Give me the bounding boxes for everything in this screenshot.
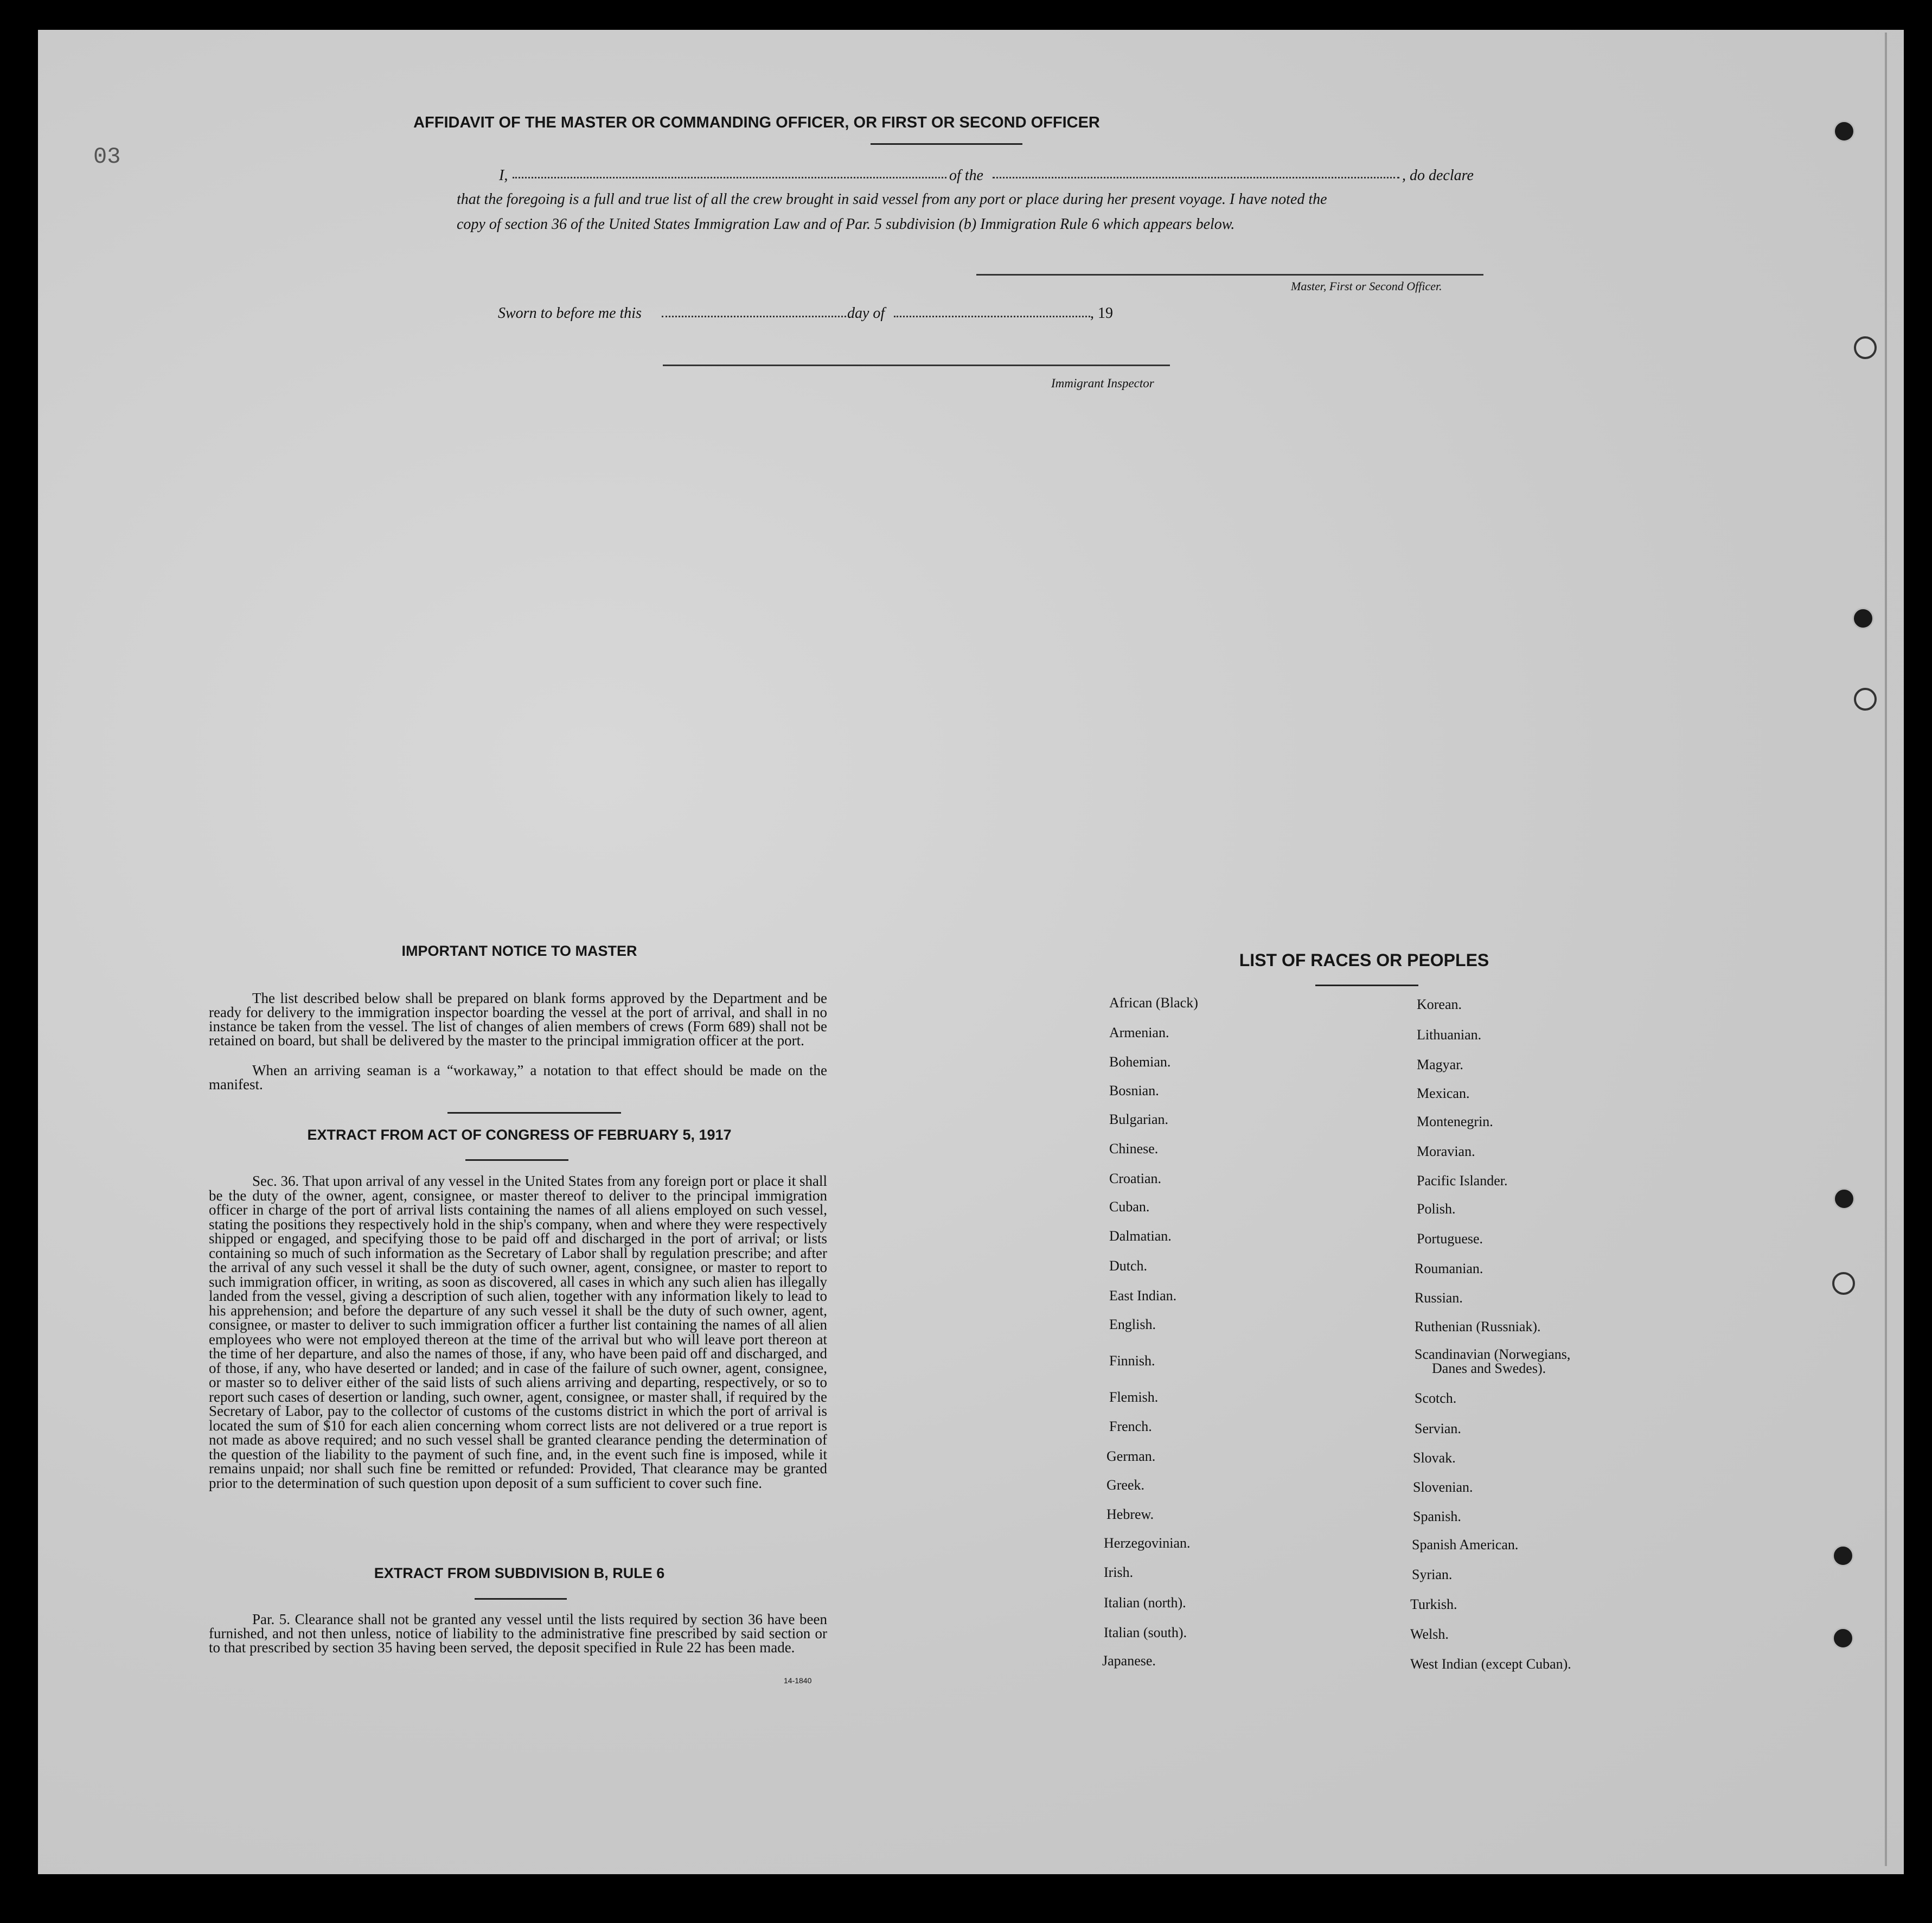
affidavit-i-label: I,: [499, 167, 508, 184]
sworn-day-blank[interactable]: [662, 316, 846, 317]
inspector-signature-line[interactable]: [663, 365, 1170, 366]
race-right-23: West Indian (except Cuban).: [1410, 1656, 1571, 1672]
affidavit-line-2: that the foregoing is a full and true list of all the crew brought in said vessel from any port or place during her present voyage. I have noted the: [457, 191, 1327, 208]
binder-hole: [1833, 120, 1855, 142]
race-right-17: Slovenian.: [1413, 1479, 1473, 1495]
vessel-blank[interactable]: [993, 177, 1399, 178]
page-edge: [1885, 33, 1887, 1866]
sworn-label: Sworn to before me this: [498, 305, 642, 322]
binder-hole: [1852, 608, 1874, 629]
affidavit-do-declare: , do declare: [1402, 167, 1474, 184]
notice-paragraph-2: When an arriving seaman is a “workaway,” a notation to that effect should be made on the manifest.: [209, 1062, 827, 1093]
race-right-2: Magyar.: [1417, 1057, 1463, 1072]
race-right-10: Russian.: [1415, 1290, 1463, 1306]
race-left-17: Hebrew.: [1106, 1506, 1154, 1522]
binder-hole: [1833, 1188, 1855, 1210]
race-left-15: German.: [1106, 1448, 1156, 1464]
race-left-8: Dalmatian.: [1109, 1228, 1172, 1244]
day-of-label: day of: [847, 305, 885, 322]
race-left-6: Croatian.: [1109, 1171, 1162, 1186]
race-right-3: Mexican.: [1417, 1085, 1470, 1101]
rule6-title: EXTRACT FROM SUBDIVISION B, RULE 6: [374, 1565, 665, 1581]
notice-paragraph-1: The list described below shall be prepared on blank forms approved by the Department and be ready for delivery to the immigration inspector boarding the vessel at the port of arrival, and shall in no instance be taken from the vessel. The list of changes of alien members of crews (Form 689) shall not be retained on board, but shall be delivered by the master to the principal immigration officer at the port.: [209, 990, 827, 1049]
race-left-3: Bosnian.: [1109, 1083, 1159, 1098]
year-label: , 19: [1090, 305, 1113, 322]
race-right-6: Pacific Islander.: [1417, 1173, 1508, 1189]
race-right-1: Lithuanian.: [1417, 1027, 1482, 1043]
race-left-5: Chinese.: [1109, 1141, 1159, 1157]
race-right-22: Welsh.: [1410, 1626, 1449, 1642]
margin-mark: 03: [93, 144, 121, 170]
binder-hole: [1832, 1272, 1855, 1295]
race-right-21: Turkish.: [1410, 1596, 1457, 1612]
title-underline: [871, 143, 1022, 145]
race-left-9: Dutch.: [1109, 1258, 1148, 1274]
race-right-16: Slovak.: [1413, 1450, 1456, 1466]
act-section-36: Sec. 36. That upon arrival of any vessel in the United States from any foreign port or place it shall be the duty of the owner, agent, consignee, or master thereof to deliver to the principal immigration officer in charge of the port of arrival lists containing the names of all aliens employed on such vessel, stating the positions they respectively hold in the ship's company, when and where they were respectively shipped or engaged, and specifying those to be paid off and discharged in the port of arrival; or lists containing so much of such information as the Secretary of Labor shall by regulation prescribe; and after the arrival of any such vessel it shall be the duty of such owner, agent, consignee, or master to report to such immigration officer, in writing, as soon as discovered, all cases in which any such alien has illegally landed from the vessel, giving a description of such alien, together with any information likely to lead to his apprehension; and before the departure of any such vessel it shall be the duty of such owner, agent, consignee, or master to deliver to such immigration officer a further list containing the names of all alien employees who were not employed thereon at the time of the arrival but who will leave port thereon at the time of her departure, and also the names of those, if any, who have been paid off and discharged, and of those, if any, who have deserted or landed; and in case of the failure of such owner, agent, consignee, or master so to deliver either of the said lists of such aliens arriving and departing, respectively, or so to report such cases of desertion or landing, such owner, agent, consignee, or master shall, if required by the Secretary of Labor, pay to the collector of customs of the customs district in which the port of arrival is located the sum of $10 for each alien concerning whom correct lists are not delivered or a true report is not made as above required; and no such vessel shall be granted clearance pending the determination of the question of the liability to the payment of such fine, and, in the event such fine is imposed, while it remains unpaid; nor shall such fine be remitted or refunded: Provided, That clearance may be granted prior to the determination of such question upon deposit of a sum sufficient to cover such fine.: [209, 1173, 827, 1491]
affidavit-line-3: copy of section 36 of the United States Immigration Law and of Par. 5 subdivision (b) Immigration Rule 6 which appears below.: [457, 216, 1235, 233]
race-right-13: Danes and Swedes).: [1432, 1360, 1546, 1376]
sworn-month-blank[interactable]: [894, 316, 1090, 317]
race-left-21: Italian (south).: [1104, 1625, 1187, 1640]
act-divider: [465, 1159, 568, 1161]
race-right-20: Syrian.: [1412, 1567, 1453, 1582]
race-right-9: Roumanian.: [1415, 1261, 1483, 1276]
rule6-paragraph: Par. 5. Clearance shall not be granted any vessel until the lists required by section 36 have been furnished, and not then unless, notice of liability to the administrative fine prescribed by said section or to that prescribed by section 35 having been served, the deposit specified in Rule 22 has been made.: [209, 1611, 827, 1656]
binder-hole: [1854, 688, 1877, 711]
name-blank[interactable]: [513, 177, 946, 178]
race-right-14: Scotch.: [1415, 1390, 1457, 1406]
act-title: EXTRACT FROM ACT OF CONGRESS OF FEBRUARY 5, 1917: [307, 1127, 732, 1143]
race-left-2: Bohemian.: [1109, 1054, 1171, 1070]
inspector-label: Immigrant Inspector: [1051, 376, 1154, 390]
race-right-5: Moravian.: [1417, 1143, 1475, 1159]
notice-divider: [447, 1112, 621, 1114]
race-right-18: Spanish.: [1413, 1509, 1461, 1524]
race-left-20: Italian (north).: [1104, 1595, 1186, 1611]
affidavit-of-the: of the: [949, 167, 983, 184]
race-left-12: Finnish.: [1109, 1353, 1155, 1369]
race-right-7: Polish.: [1417, 1201, 1456, 1217]
race-right-0: Korean.: [1417, 996, 1462, 1012]
race-right-11: Ruthenian (Russniak).: [1415, 1319, 1541, 1334]
race-left-19: Irish.: [1104, 1564, 1134, 1580]
race-right-12: Scandinavian (Norwegians,: [1415, 1346, 1571, 1362]
race-right-8: Portuguese.: [1417, 1231, 1483, 1247]
affidavit-title: AFFIDAVIT OF THE MASTER OR COMMANDING OFFICER, OR FIRST OR SECOND OFFICER: [413, 114, 1100, 131]
races-divider: [1315, 985, 1418, 986]
master-signature-line[interactable]: [976, 274, 1483, 276]
race-left-0: African (Black): [1109, 995, 1198, 1011]
race-left-10: East Indian.: [1109, 1288, 1177, 1304]
form-number: 14-1840: [784, 1676, 812, 1685]
master-signature-label: Master, First or Second Officer.: [1291, 279, 1442, 293]
race-left-16: Greek.: [1106, 1477, 1145, 1493]
race-right-4: Montenegrin.: [1417, 1114, 1493, 1129]
rule6-divider: [475, 1598, 567, 1600]
race-left-18: Herzegovinian.: [1104, 1535, 1191, 1551]
race-left-22: Japanese.: [1102, 1653, 1156, 1669]
race-left-4: Bulgarian.: [1109, 1111, 1169, 1127]
binder-hole: [1832, 1545, 1854, 1567]
notice-title: IMPORTANT NOTICE TO MASTER: [401, 943, 637, 959]
race-right-19: Spanish American.: [1412, 1537, 1519, 1553]
race-right-15: Servian.: [1415, 1421, 1461, 1436]
race-left-7: Cuban.: [1109, 1199, 1150, 1215]
race-left-1: Armenian.: [1109, 1025, 1169, 1040]
race-left-14: French.: [1109, 1419, 1152, 1434]
races-title: LIST OF RACES OR PEOPLES: [1239, 950, 1489, 970]
binder-hole: [1854, 336, 1877, 359]
race-left-13: Flemish.: [1109, 1389, 1159, 1405]
race-left-11: English.: [1109, 1317, 1156, 1332]
binder-hole: [1832, 1627, 1854, 1649]
